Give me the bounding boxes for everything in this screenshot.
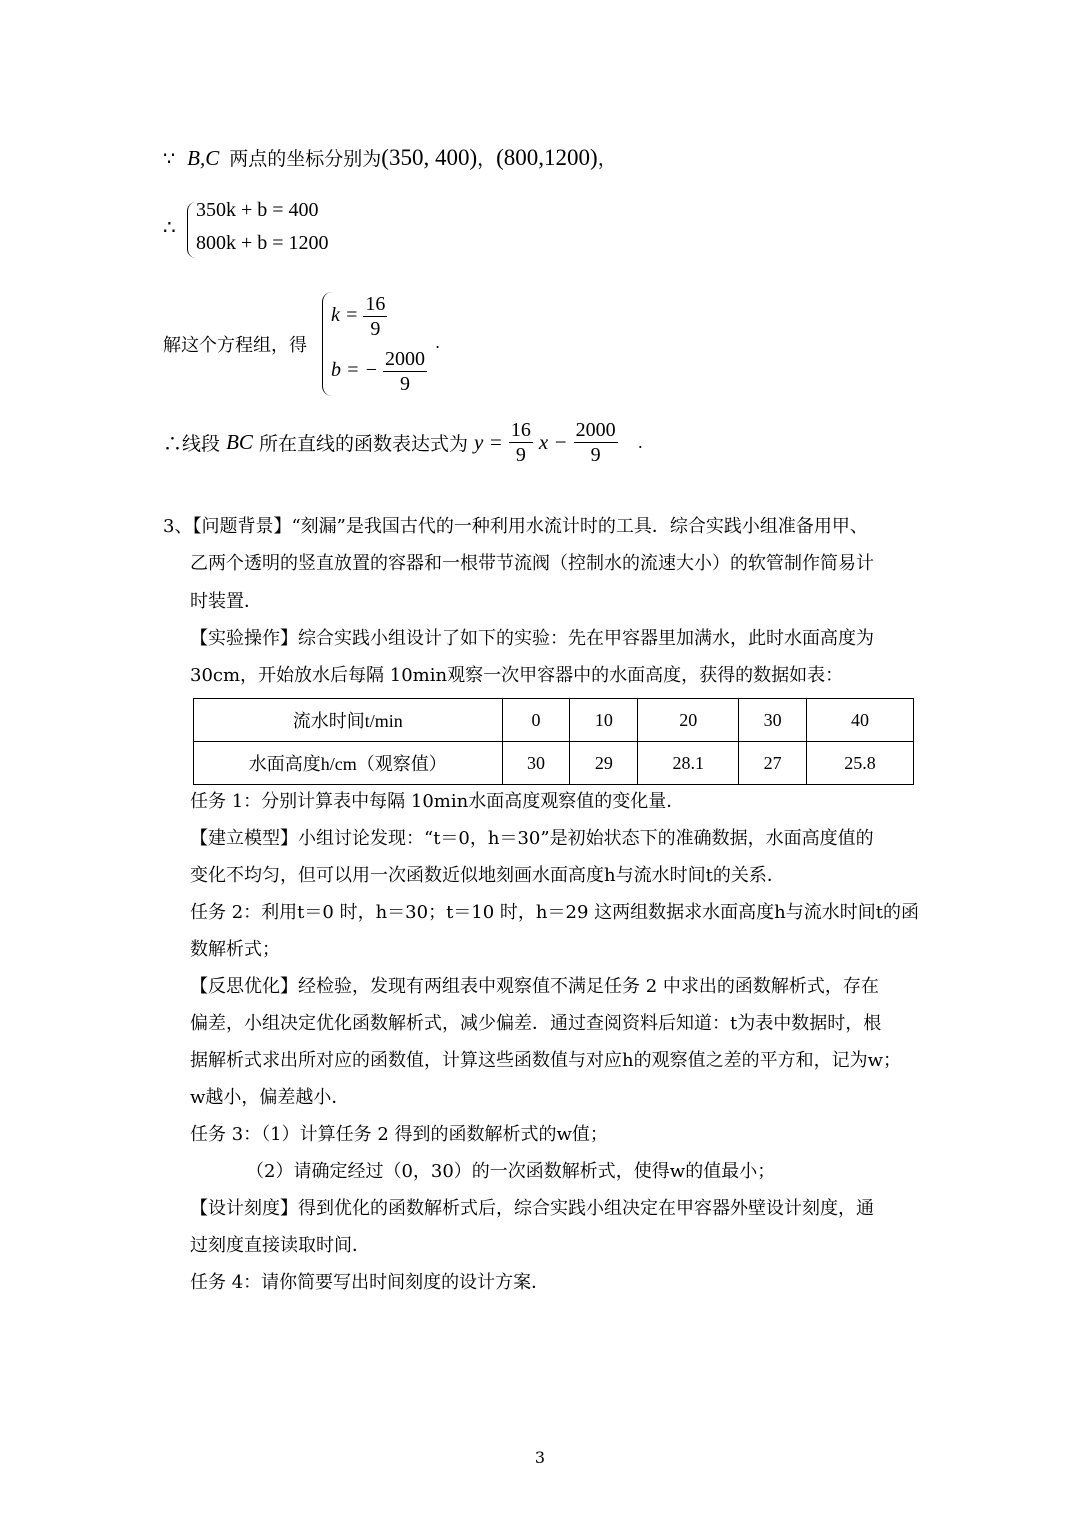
solution-b-lhs: b = − <box>331 359 378 382</box>
solution-k-lhs: k = <box>331 304 359 327</box>
table-row <box>194 742 914 785</box>
reflect-line-2: 偏差，小组决定优化函数解析式，减少偏差．通过查阅资料后知道：t为表中数据时，根 <box>190 1013 882 1034</box>
solution-b-fraction <box>383 347 427 396</box>
solution-b-den: 9 <box>400 373 410 395</box>
solution-b <box>331 347 427 396</box>
therefore-symbol: ∴ <box>163 217 176 239</box>
coord-b: (350, 400) <box>381 145 478 170</box>
final-x: x − <box>538 430 568 454</box>
points-line <box>163 144 617 171</box>
model-line-2: 变化不均匀，但可以用一次函数近似地刻画水面高度h与流水时间t的关系． <box>190 865 785 886</box>
because-symbol: ∵ <box>163 149 176 170</box>
final-prefix: ∴线段 <box>163 433 221 455</box>
problem-line-3: 时装置． <box>190 591 262 612</box>
reflect-line-1: 【反思优化】经检验，发现有两组表中观察值不满足任务 2 中求出的函数解析式，存在 <box>190 976 879 997</box>
final-end: . <box>637 433 643 452</box>
table-cell: 30 <box>739 699 807 742</box>
task-3-part-2: （2）请确定经过（0，30）的一次函数解析式，使得w的值最小； <box>246 1161 776 1182</box>
points-label: B,C <box>187 146 220 170</box>
table-cell: 20 <box>638 699 739 742</box>
solution-k-fraction <box>363 292 387 341</box>
task-2-line-2: 数解析式； <box>190 939 280 960</box>
final-num-1: 16 <box>510 419 531 441</box>
reflect-line-4: w越小，偏差越小． <box>190 1087 350 1108</box>
task-1: 任务 1：分别计算表中每隔 10min水面高度观察值的变化量． <box>190 791 685 812</box>
solution-end: . <box>435 333 441 352</box>
table-cell: 30 <box>502 742 570 785</box>
table-cell: 25.8 <box>807 742 914 785</box>
problem-line-1: 3、【问题背景】“刻漏”是我国古代的一种利用水流计时的工具．综合实践小组准备用甲、 <box>163 516 868 537</box>
solve-text: 解这个方程组，得 <box>163 335 307 356</box>
final-y: y = <box>474 430 503 454</box>
solution-b-num: 2000 <box>385 348 425 370</box>
coord-c: (800,1200) <box>496 145 598 170</box>
final-text: 所在直线的函数表达式为 <box>258 433 468 455</box>
table-cell: 40 <box>807 699 914 742</box>
system-eq-2: 800k + b = 1200 <box>196 232 329 254</box>
final-den-1: 9 <box>515 444 526 466</box>
problem-line-2: 乙两个透明的竖直放置的容器和一根带节流阀（控制水的流速大小）的软管制作简易计 <box>190 553 874 574</box>
final-num-2: 2000 <box>575 419 616 441</box>
table-header-time: 流水时间t/min <box>194 699 503 742</box>
task-4: 任务 4：请你简要写出时间刻度的设计方案． <box>190 1272 550 1293</box>
points-text: 两点的坐标分别为 <box>229 148 382 170</box>
reflect-line-3: 据解析式求出所对应的函数值，计算这些函数值与对应h的观察值之差的平方和，记为w； <box>190 1050 901 1071</box>
task-3-part-1: 任务 3：（1）计算任务 2 得到的函数解析式的w值； <box>190 1124 608 1145</box>
system-eq-1: 350k + b = 400 <box>196 199 319 221</box>
model-line-1: 【建立模型】小组讨论发现：“t＝0，h＝30”是初始状态下的准确数据，水面高度值的 <box>190 828 874 849</box>
table-cell: 0 <box>502 699 570 742</box>
problem-line-5: 30cm，开始放水后每隔 10min观察一次甲容器中的水面高度，获得的数据如表： <box>190 665 844 686</box>
final-fraction-2 <box>574 418 618 467</box>
table-row <box>194 699 914 742</box>
problem-line-4: 【实验操作】综合实践小组设计了如下的实验：先在甲容器里加满水，此时水面高度为 <box>190 628 874 649</box>
coord-end: ， <box>597 148 617 170</box>
solution-k-den: 9 <box>370 318 381 340</box>
coord-sep: ， <box>477 148 497 170</box>
final-den-2: 9 <box>590 444 601 466</box>
table-cell: 29 <box>570 742 638 785</box>
design-line-2: 过刻度直接读取时间． <box>190 1235 370 1256</box>
final-fraction-1 <box>509 418 533 467</box>
final-expression-line <box>163 418 643 467</box>
page-number: 3 <box>534 1448 546 1467</box>
table-cell: 10 <box>570 699 638 742</box>
solution-k <box>331 292 387 341</box>
table-header-height: 水面高度h/cm（观察值） <box>194 742 503 785</box>
final-segment: BC <box>226 430 253 454</box>
table-cell: 27 <box>739 742 807 785</box>
system-brace <box>187 202 196 258</box>
data-table <box>193 698 914 785</box>
solution-k-num: 16 <box>365 293 386 315</box>
table-cell: 28.1 <box>638 742 739 785</box>
task-2-line-1: 任务 2：利用t＝0 时，h＝30；t＝10 时，h＝29 这两组数据求水面高度h与流水时间t的函 <box>190 902 919 923</box>
design-line-1: 【设计刻度】得到优化的函数解析式后，综合实践小组决定在甲容器外壁设计刻度，通 <box>190 1198 874 1219</box>
